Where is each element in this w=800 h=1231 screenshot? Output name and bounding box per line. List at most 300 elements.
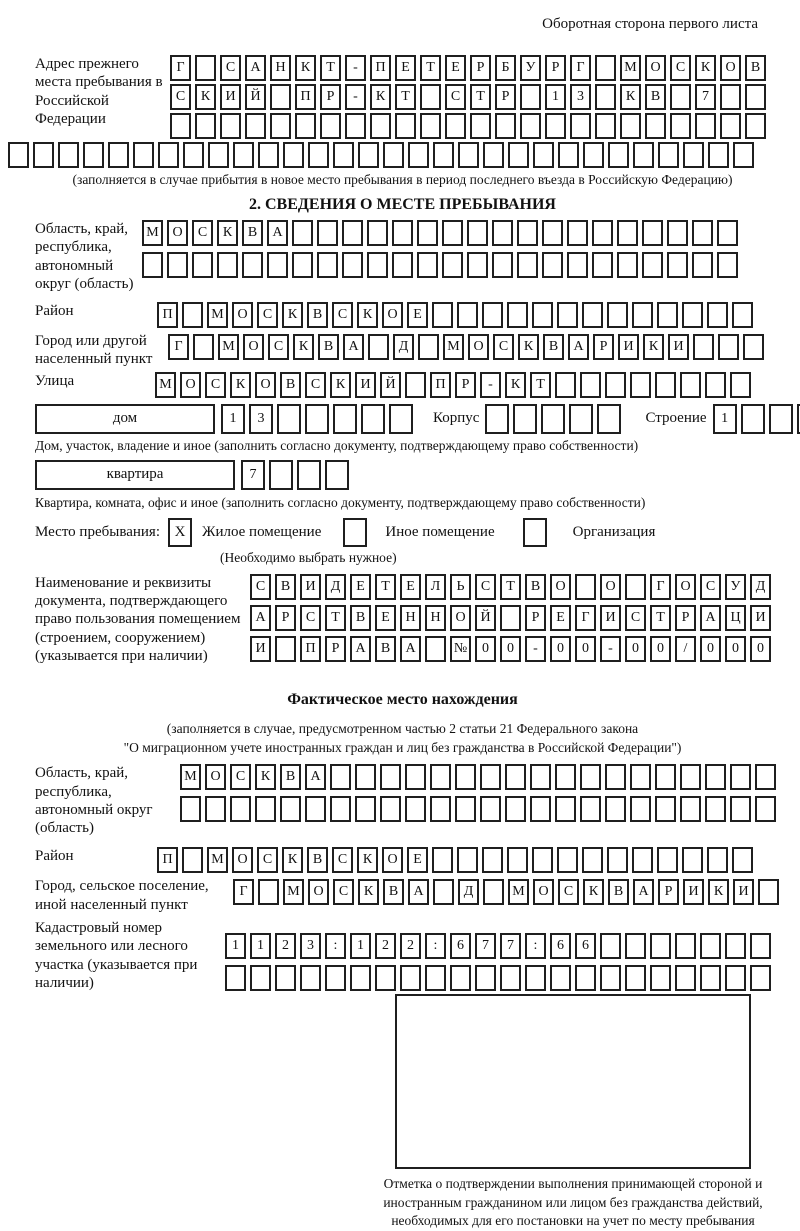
char-cell [592,220,613,246]
char-cell: 6 [550,933,571,959]
stroenie-label: Строение [645,410,707,427]
char-cell [368,334,389,360]
char-cell [797,404,800,434]
char-cell: М [180,764,201,790]
char-cell [617,252,638,278]
char-grid-korpus [485,404,621,434]
char-cell [370,113,391,139]
char-cell [367,252,388,278]
char-cell: С [257,847,278,873]
char-cell: В [350,605,371,631]
char-cell [270,84,291,110]
char-cell: К [255,764,276,790]
char-cell: В [375,636,396,662]
korpus-label: Корпус [433,410,480,427]
char-cell [693,334,714,360]
char-cell: Т [320,55,341,81]
char-cell: С [268,334,289,360]
char-cell [442,220,463,246]
char-cell [707,302,728,328]
char-cell: К [518,334,539,360]
char-cell [513,404,537,434]
option-label-organizaciya: Организация [572,523,656,540]
char-cell: О [167,220,188,246]
char-cell [142,252,163,278]
char-cell: К [643,334,664,360]
char-cell: К [370,84,391,110]
char-grid-district2 [157,847,753,873]
char-cell [467,220,488,246]
char-cell [675,965,696,991]
char-cell [442,252,463,278]
char-cell [258,879,279,905]
char-cell [758,879,779,905]
char-cell [575,574,596,600]
char-cell [400,965,421,991]
char-cell: 1 [713,404,737,434]
char-cell: Г [168,334,189,360]
char-cell: А [400,636,421,662]
char-cell: П [430,372,451,398]
char-cell: 0 [475,636,496,662]
char-cell: 7 [241,460,265,490]
char-grid-document-2 [250,605,771,631]
char-cell [358,142,379,168]
char-cell [605,764,626,790]
char-cell: Т [375,574,396,600]
page-header: Оборотная сторона первого листа [542,16,758,32]
char-cell [567,252,588,278]
char-cell [258,142,279,168]
char-cell: С [300,605,321,631]
char-cell: О [308,879,329,905]
char-cell [417,220,438,246]
char-cell [482,847,503,873]
char-cell [569,404,593,434]
char-cell: А [633,879,654,905]
char-cell: С [333,879,354,905]
char-cell [555,796,576,822]
char-cell: Т [650,605,671,631]
char-cell [193,334,214,360]
char-cell [700,933,721,959]
char-cell [582,847,603,873]
char-cell [320,113,341,139]
char-cell [432,302,453,328]
char-cell [330,764,351,790]
char-cell [345,113,366,139]
char-cell: А [568,334,589,360]
char-cell: Д [393,334,414,360]
char-grid-prev-address-1 [170,55,766,81]
char-cell: П [370,55,391,81]
char-cell [380,764,401,790]
char-cell: С [205,372,226,398]
prev-address-note: (заполняется в случае прибытия в новое место пребывания в период последнего въезда в Российскую Федерацию) [72,172,733,187]
char-cell [595,84,616,110]
char-grid-stroenie [713,404,800,434]
char-cell: Е [407,847,428,873]
char-cell [308,142,329,168]
char-cell: А [267,220,288,246]
char-cell [658,142,679,168]
char-grid-document-3 [250,636,771,662]
char-cell: В [307,847,328,873]
char-cell: С [558,879,579,905]
char-cell [475,965,496,991]
char-cell [183,142,204,168]
stay-type-row [35,518,770,547]
char-cell: М [155,372,176,398]
char-cell [750,965,771,991]
char-cell [717,220,738,246]
char-cell: А [250,605,271,631]
char-cell [467,252,488,278]
char-cell [458,142,479,168]
char-cell [192,252,213,278]
city2-field [35,877,770,914]
char-cell: Й [380,372,401,398]
char-cell [507,302,528,328]
char-cell: К [295,55,316,81]
char-cell [425,965,446,991]
char-cell [432,847,453,873]
char-cell: К [505,372,526,398]
char-cell [333,142,354,168]
char-cell: О [232,847,253,873]
char-cell [255,796,276,822]
char-cell: О [180,372,201,398]
char-cell [650,965,671,991]
city-field [35,332,770,369]
char-cell [542,252,563,278]
char-cell: Й [245,84,266,110]
char-cell [550,965,571,991]
char-cell [305,404,329,434]
checkbox-zhiloe: X [168,518,192,547]
char-grid-city2 [233,879,779,905]
char-cell: Т [470,84,491,110]
char-cell: В [645,84,666,110]
char-cell [482,302,503,328]
char-cell: Е [445,55,466,81]
char-cell: - [345,84,366,110]
char-cell [655,796,676,822]
char-cell [592,252,613,278]
char-cell [233,142,254,168]
char-cell: В [242,220,263,246]
char-cell: М [207,302,228,328]
apartment-note: Квартира, комната, офис и иное (заполнить согласно документу, подтверждающему право собственности) [35,494,646,510]
char-cell [582,302,603,328]
char-cell [605,796,626,822]
char-cell: Д [750,574,771,600]
char-cell: С [625,605,646,631]
prev-address-field [35,55,770,139]
char-cell [483,142,504,168]
char-cell: И [733,879,754,905]
char-cell: В [383,879,404,905]
char-cell: 1 [350,933,371,959]
char-cell: : [525,933,546,959]
char-cell [182,302,203,328]
char-cell [361,404,385,434]
char-cell [557,847,578,873]
char-cell: К [293,334,314,360]
char-cell: Р [470,55,491,81]
char-cell [225,965,246,991]
char-cell: П [157,302,178,328]
char-cell: К [695,55,716,81]
char-cell [195,113,216,139]
char-grid-document-1 [250,574,771,600]
region2-label: Область, край, республика, автономный округ (область) [35,765,153,837]
char-cell: В [745,55,766,81]
char-grid-cadastral-2 [225,965,771,991]
char-cell [492,252,513,278]
char-cell [275,636,296,662]
char-cell [480,764,501,790]
district2-field [35,847,770,873]
char-cell [732,847,753,873]
char-cell [405,372,426,398]
char-cell [350,965,371,991]
char-cell: М [218,334,239,360]
house-box-label: дом [35,404,215,434]
char-cell [680,764,701,790]
char-cell [608,142,629,168]
char-cell [250,965,271,991]
region-label: Область, край, республика, автономный округ (область) [35,221,134,292]
char-cell: К [357,847,378,873]
char-cell: Д [325,574,346,600]
char-cell [333,404,357,434]
char-cell [725,933,746,959]
char-cell: К [217,220,238,246]
char-cell [295,113,316,139]
char-cell: Д [458,879,479,905]
char-cell [630,372,651,398]
char-cell [657,847,678,873]
char-cell [670,84,691,110]
char-cell [342,220,363,246]
char-cell: М [207,847,228,873]
char-cell: В [525,574,546,600]
char-cell: С [192,220,213,246]
char-cell: Г [575,605,596,631]
char-cell: Т [530,372,551,398]
char-cell: - [525,636,546,662]
char-cell [520,113,541,139]
char-cell [367,220,388,246]
char-cell [555,372,576,398]
char-cell: 1 [221,404,245,434]
char-cell [242,252,263,278]
char-cell [630,796,651,822]
char-cell: Р [593,334,614,360]
char-cell [720,84,741,110]
char-cell: М [443,334,464,360]
char-cell: Н [400,605,421,631]
char-cell: О [468,334,489,360]
char-cell: Р [455,372,476,398]
char-cell [558,142,579,168]
char-cell: И [618,334,639,360]
street-label: Улица [35,372,75,389]
confirmation-stamp-box [395,994,751,1169]
char-cell [205,796,226,822]
char-cell: М [508,879,529,905]
char-cell [567,220,588,246]
document-field [35,574,770,665]
char-cell [500,965,521,991]
char-cell [395,113,416,139]
char-cell [683,142,704,168]
char-cell [741,404,765,434]
char-cell: М [620,55,641,81]
section2-title: 2. СВЕДЕНИЯ О МЕСТЕ ПРЕБЫВАНИЯ [249,196,556,213]
char-cell [230,796,251,822]
char-cell: Е [375,605,396,631]
char-cell [717,252,738,278]
char-cell: : [325,933,346,959]
char-cell [270,113,291,139]
char-cell: С [220,55,241,81]
char-cell [655,764,676,790]
char-grid-city [168,334,764,360]
char-cell [420,113,441,139]
char-cell [583,142,604,168]
char-cell [769,404,793,434]
char-cell [555,764,576,790]
char-cell: Т [500,574,521,600]
char-cell [217,252,238,278]
char-cell [557,302,578,328]
char-cell [705,372,726,398]
char-cell [292,252,313,278]
char-cell: А [305,764,326,790]
char-cell [705,796,726,822]
char-cell [745,113,766,139]
char-cell: 0 [575,636,596,662]
district2-label: Район [35,848,74,865]
char-cell: С [332,302,353,328]
char-cell: Г [233,879,254,905]
char-cell [195,55,216,81]
char-cell [342,252,363,278]
char-cell [657,302,678,328]
stay-type-note: (Необходимо выбрать нужное) [220,549,397,565]
char-cell: Е [407,302,428,328]
char-cell: - [600,636,621,662]
char-cell [680,796,701,822]
char-cell [8,142,29,168]
char-cell: Р [275,605,296,631]
district-field [35,302,770,328]
char-cell: 1 [545,84,566,110]
char-cell [325,460,349,490]
char-cell: Р [658,879,679,905]
char-cell: Е [550,605,571,631]
char-cell [208,142,229,168]
char-cell [682,847,703,873]
char-cell: № [450,636,471,662]
char-cell [180,796,201,822]
char-cell: Б [495,55,516,81]
actual-location-title: Фактическое место нахождения [287,691,518,709]
char-cell [733,142,754,168]
char-cell [533,142,554,168]
char-cell: И [600,605,621,631]
char-grid-region-2 [142,252,738,278]
char-cell: 6 [575,933,596,959]
checkbox-organizaciya [523,518,547,547]
char-cell [58,142,79,168]
char-cell [675,933,696,959]
char-cell: К [358,879,379,905]
char-cell: А [408,879,429,905]
char-cell: - [345,55,366,81]
char-cell [355,796,376,822]
char-cell: Р [320,84,341,110]
char-cell [732,302,753,328]
char-cell [408,142,429,168]
char-cell [645,113,666,139]
char-cell [545,113,566,139]
char-cell: Ц [725,605,746,631]
char-cell [292,220,313,246]
char-cell: О [645,55,666,81]
char-cell [457,847,478,873]
char-cell [667,220,688,246]
char-grid-prev-address-3 [170,113,766,139]
char-cell [630,764,651,790]
char-cell [417,252,438,278]
char-cell [700,965,721,991]
char-cell [532,847,553,873]
char-cell: 3 [300,933,321,959]
char-cell: Ь [450,574,471,600]
char-cell [269,460,293,490]
cadastral-field [35,919,770,992]
char-cell [600,933,621,959]
option-label-zhiloe: Жилое помещение [202,523,322,540]
char-cell [650,933,671,959]
char-cell [457,302,478,328]
char-cell [392,252,413,278]
char-cell: О [450,605,471,631]
char-cell [405,796,426,822]
checkbox-inoe [343,518,367,547]
char-cell: О [720,55,741,81]
char-cell [743,334,764,360]
char-cell: 2 [275,933,296,959]
char-cell [430,764,451,790]
char-cell: 0 [700,636,721,662]
char-cell: Т [395,84,416,110]
char-cell [317,252,338,278]
char-cell [492,220,513,246]
char-cell: 7 [695,84,716,110]
char-cell: К [357,302,378,328]
char-cell [455,764,476,790]
char-cell [730,372,751,398]
char-cell: И [220,84,241,110]
char-cell: Е [350,574,371,600]
char-cell [530,764,551,790]
char-cell: О [550,574,571,600]
char-cell: 1 [250,933,271,959]
